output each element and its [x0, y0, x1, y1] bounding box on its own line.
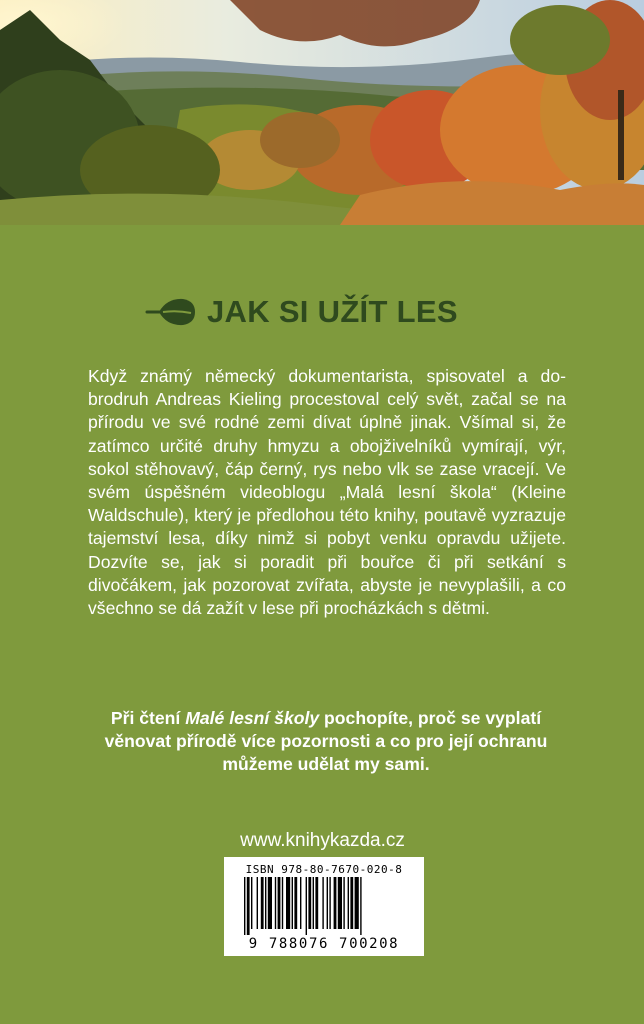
- tagline-after: pochopíte, proč se vyplatí věnovat přírodě více pozornosti a co pro její ochranu můžeme udělat my sami.: [104, 708, 548, 775]
- tagline: [78, 707, 574, 777]
- barcode-bar: [286, 877, 290, 929]
- barcode-bar: [257, 877, 258, 929]
- tagline-book-title: Malé lesní školy: [185, 708, 320, 728]
- barcode-bar: [247, 877, 250, 935]
- heading-title: JAK SI UŽÍT LES: [207, 294, 458, 329]
- barcode-digits: 9 788076 700208: [248, 936, 400, 952]
- isbn-barcode: [224, 857, 424, 956]
- barcode-bar: [306, 877, 307, 935]
- barcode-bars: [244, 877, 404, 935]
- description-paragraph: Když známý německý dokumentarista, spisovatel a dobrodruh Andreas Kieling procestoval celý svět, začal se na přírodu ve své rodné zemi dívat úplně jinak. Všímal si, že zatímco určité druhy hmyzu a obojživelníků vymírají, výr, sokol stěhovavý, čáp černý, rys nebo vlk se zase vracejí. Ve svém úspěšném videoblogu „Malá lesní škola“ (Kleine Waldschule), který je předlohou této knihy, poutavě vyzrazuje tajemství lesa, díky nimž si pobyt venku opravdu užijete. Dozvíte se, jak si poradit při bouřce či při setkání s divočákem, jak pozorovat zvířata, abyste je nevyplašili, a co všechno se dá zažít v lese při procházkách s dětmi.: [88, 366, 566, 619]
- barcode-bar: [265, 877, 266, 929]
- barcode-bar: [334, 877, 337, 929]
- isbn-label: ISBN 978-80-7670-020-8: [245, 863, 403, 876]
- barcode-bar: [244, 877, 245, 935]
- tagline-before: Při čtení: [110, 708, 186, 728]
- barcode-bar: [315, 877, 318, 929]
- publisher-website[interactable]: www.knihykazda.cz: [240, 830, 405, 851]
- barcode-bar: [348, 877, 349, 929]
- barcode-bar: [313, 877, 314, 929]
- barcode-bar: [343, 877, 344, 929]
- barcode-bar: [261, 877, 264, 929]
- barcode-bar: [322, 877, 323, 929]
- barcode-bar: [282, 877, 283, 929]
- forest-landscape-image: [0, 0, 644, 225]
- barcode-bar: [300, 877, 301, 929]
- barcode-bar: [327, 877, 328, 929]
- barcode-bar: [360, 877, 361, 935]
- barcode-bar: [251, 877, 252, 929]
- barcode-bar: [350, 877, 353, 929]
- barcode-bar: [355, 877, 359, 929]
- section-heading: [145, 292, 565, 332]
- barcode-bar: [338, 877, 342, 929]
- barcode-bar: [268, 877, 272, 929]
- barcode-bar: [292, 877, 293, 929]
- barcode-bar: [329, 877, 330, 929]
- barcode-bar: [308, 877, 311, 929]
- leaf-icon: [145, 296, 197, 328]
- barcode-bar: [294, 877, 297, 929]
- barcode-bar: [275, 877, 276, 929]
- barcode-bar: [278, 877, 281, 929]
